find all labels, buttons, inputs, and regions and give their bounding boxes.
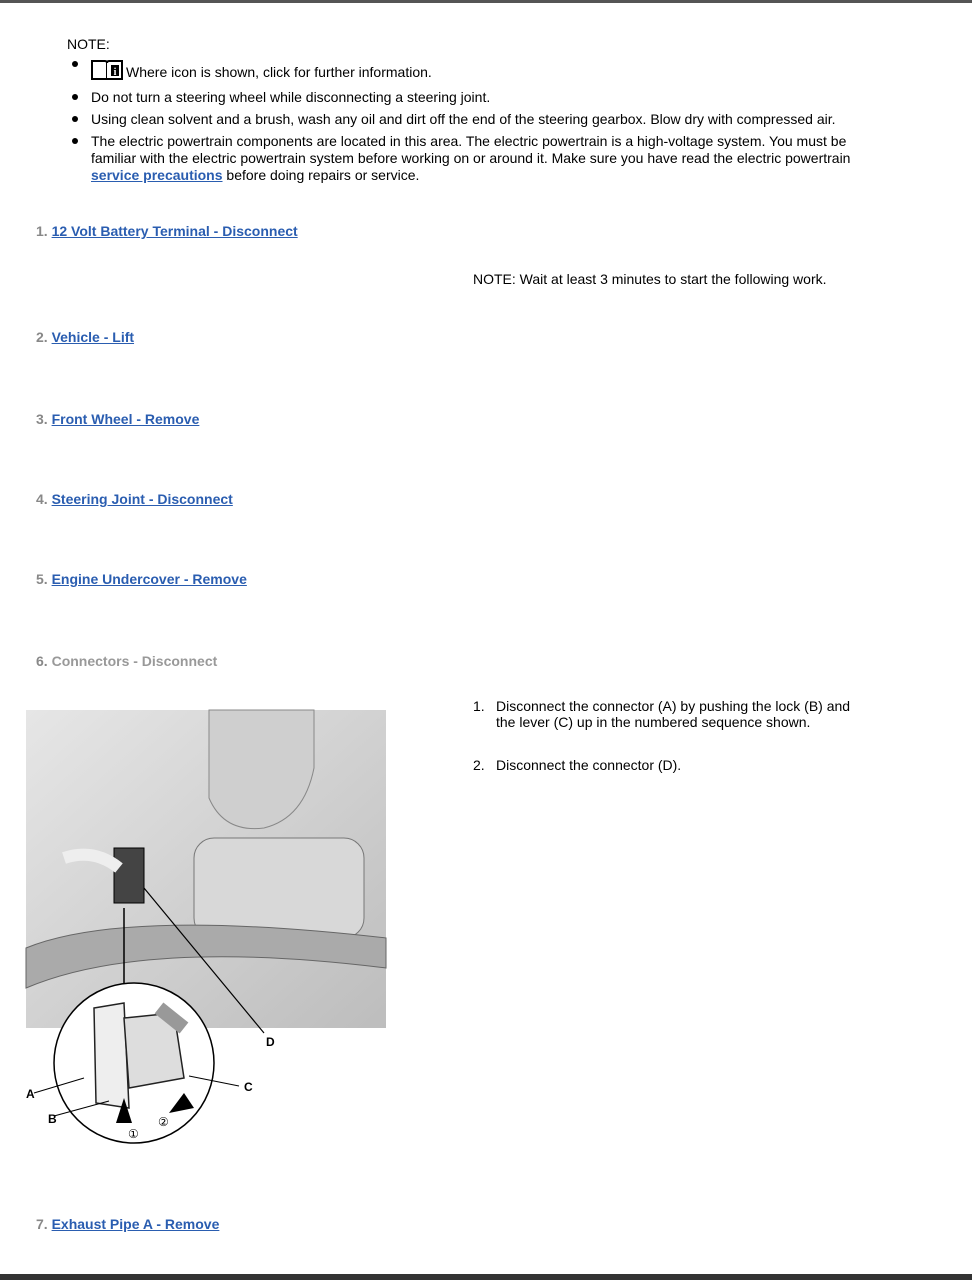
book-info-icon[interactable]	[91, 58, 123, 84]
note-list	[70, 58, 885, 189]
connector-illustration	[24, 708, 394, 1151]
svg-text:i: i	[113, 67, 117, 78]
substep-list	[473, 698, 873, 800]
label-d: D	[266, 1035, 275, 1049]
step-5-link[interactable]: Engine Undercover - Remove	[51, 571, 247, 587]
label-a: A	[26, 1087, 35, 1101]
note-title: NOTE:	[67, 36, 110, 52]
sequence-1: ①	[128, 1127, 139, 1141]
step-5: 5. Engine Undercover - Remove	[36, 571, 247, 587]
step-3-link[interactable]: Front Wheel - Remove	[51, 411, 200, 427]
step-4-link[interactable]: Steering Joint - Disconnect	[51, 491, 233, 507]
label-c: C	[244, 1080, 253, 1094]
step-2-link[interactable]: Vehicle - Lift	[51, 329, 135, 345]
step-3: 3. Front Wheel - Remove	[36, 411, 200, 427]
note-item: The electric powertrain components are located in this area. The electric powertrain is a high-voltage system. You must be familiar with the electric powertrain system before working on or around it. Make sure you have read the electric powertrain service precautions before doing repairs or service.	[70, 133, 885, 184]
step-6-title: Connectors - Disconnect	[51, 653, 218, 669]
step-7: 7. Exhaust Pipe A - Remove	[36, 1216, 220, 1232]
step-4: 4. Steering Joint - Disconnect	[36, 491, 233, 507]
label-b: B	[48, 1112, 57, 1126]
note-item: Do not turn a steering wheel while disconnecting a steering joint.	[70, 89, 885, 106]
step-1-link[interactable]: 12 Volt Battery Terminal - Disconnect	[51, 223, 298, 239]
bottom-border	[0, 1274, 972, 1280]
step-1-note: NOTE: Wait at least 3 minutes to start the following work.	[473, 271, 827, 287]
sequence-2: ②	[158, 1115, 169, 1129]
note-item: Using clean solvent and a brush, wash any oil and dirt off the end of the steering gearbox. Blow dry with compressed air.	[70, 111, 885, 128]
substep-item: 2. Disconnect the connector (D).	[473, 757, 682, 773]
step-1: 1. 12 Volt Battery Terminal - Disconnect	[36, 223, 298, 239]
step-7-link[interactable]: Exhaust Pipe A - Remove	[51, 1216, 220, 1232]
note-item: i Where icon is shown, click for further information.	[70, 58, 885, 84]
top-border	[0, 0, 972, 3]
substep-item: 1. Disconnect the connector (A) by pushing the lock (B) and the lever (C) up in the numbered sequence shown.	[473, 698, 851, 730]
step-2: 2. Vehicle - Lift	[36, 329, 135, 345]
step-6: 6. Connectors - Disconnect	[36, 653, 218, 669]
service-precautions-link[interactable]: service precautions	[91, 167, 223, 183]
